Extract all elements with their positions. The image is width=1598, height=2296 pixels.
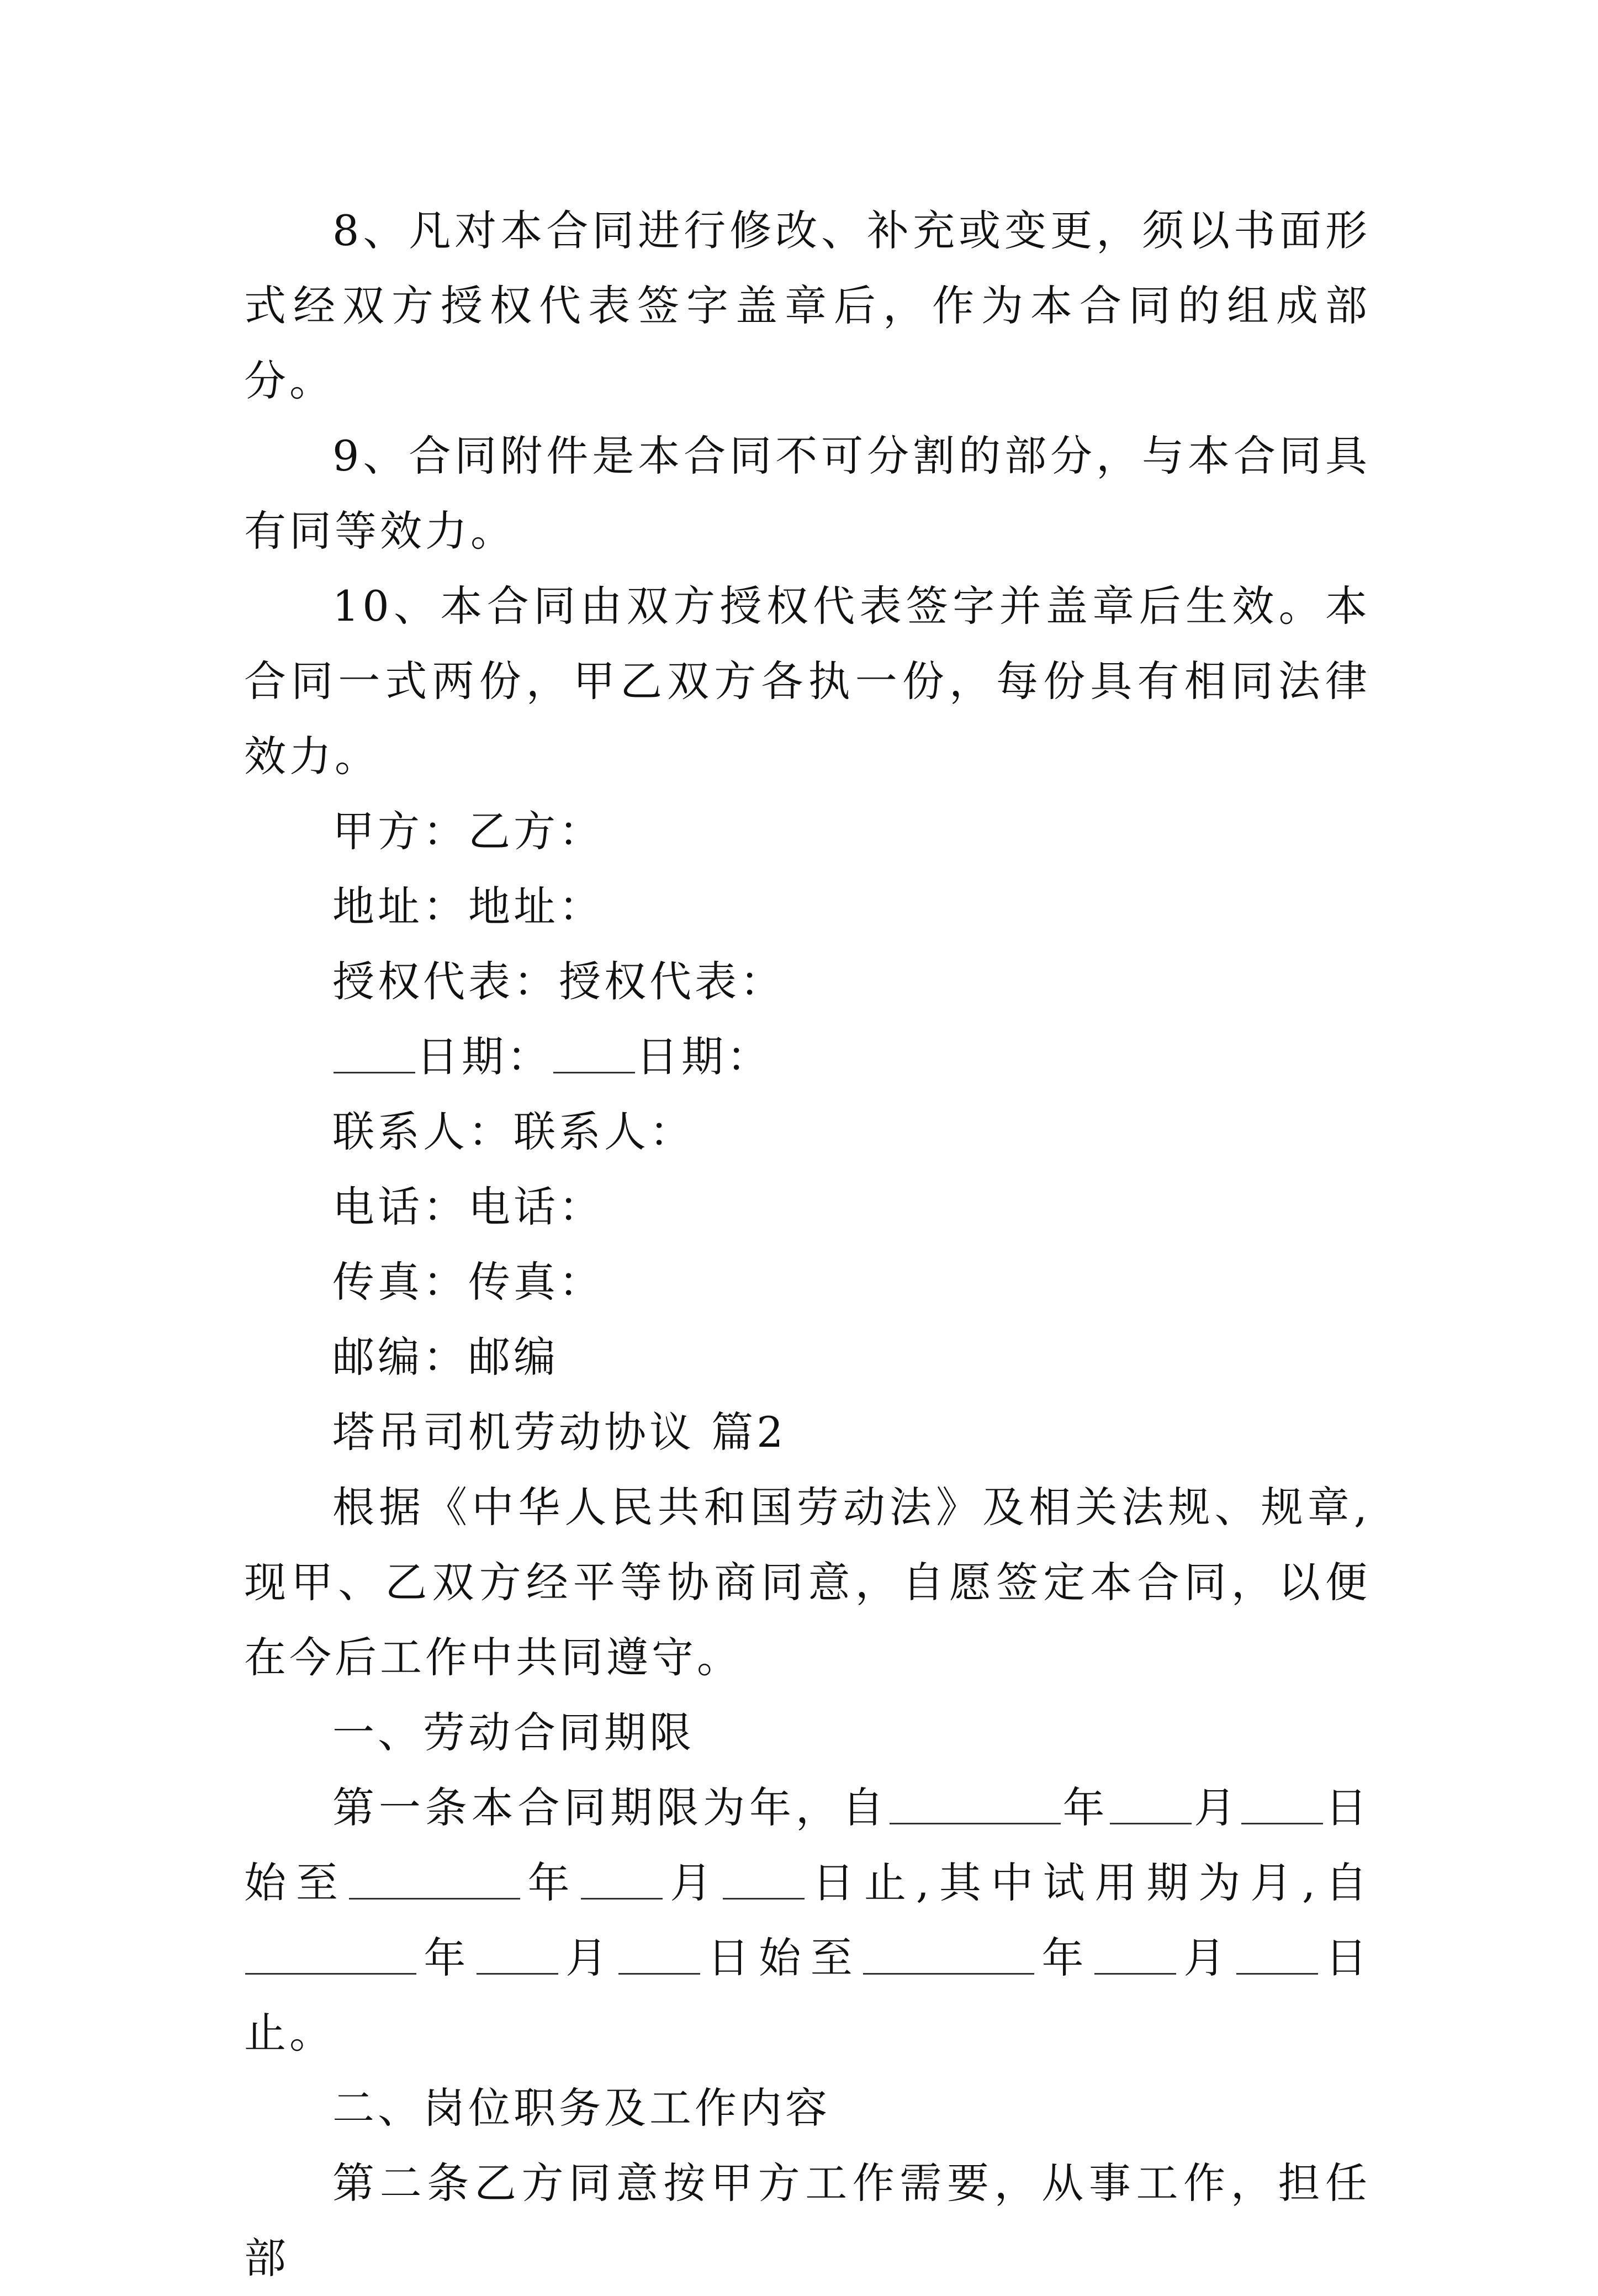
fill-blank (890, 1785, 1061, 1824)
clause-9: 9、合同附件是本合同不可分割的部分，与本合同具有同等效力。 (244, 431, 1371, 556)
heading-term: 一、劳动合同期限 (332, 1708, 695, 1757)
heading-duties: 二、岗位职务及工作内容 (332, 2083, 830, 2133)
fill-blank (618, 1935, 700, 1975)
signature-postcode: 邮编：邮编 (332, 1332, 559, 1382)
article-1: 第一条本合同期限为年，自 年 月 日始至 年 月 日止,其中试用期为月,自年 月 日始至 年 月 日止。 (244, 1783, 1371, 2057)
fill-blank (1110, 1785, 1192, 1824)
fill-blank (245, 1935, 416, 1975)
fill-blank (1236, 1935, 1318, 1975)
signature-representative: 授权代表：授权代表： (332, 957, 785, 1006)
section-intro: 根据《中华人民共和国劳动法》及相关法规、规章,现甲、乙双方经平等协商同意，自愿签定本合同，以便在今后工作中共同遵守。 (244, 1483, 1371, 1682)
date-blank (553, 1034, 635, 1073)
fill-blank (863, 1935, 1034, 1975)
fill-blank (581, 1860, 663, 1900)
signature-fax: 传真：传真： (332, 1257, 604, 1306)
date-label-b: 日期： (636, 1032, 772, 1081)
signature-parties: 甲方：乙方： (332, 807, 604, 856)
signature-phone: 电话：电话： (332, 1182, 604, 1231)
signature-date (244, 1019, 1371, 1094)
article-2: 第二条乙方同意按甲方工作需要，从事工作，担任部 (244, 2159, 1371, 2283)
clause-8: 8、凡对本合同进行修改、补充或变更，须以书面形式经双方授权代表签字盖章后，作为本合同的组成部分。 (244, 206, 1371, 405)
signature-address: 地址：地址： (332, 882, 604, 931)
signature-contact: 联系人：联系人： (332, 1107, 695, 1156)
fill-blank (1241, 1785, 1323, 1824)
fill-blank (349, 1860, 520, 1900)
document-body (244, 193, 1371, 2296)
date-blank (334, 1034, 415, 1073)
date-label-a: 日期： (416, 1032, 552, 1081)
clause-10: 10、本合同由双方授权代表签字并盖章后生效。本合同一式两份，甲乙双方各执一份，每份具有相同法律效力。 (244, 581, 1371, 781)
fill-blank (723, 1860, 805, 1900)
fill-blank (1094, 1935, 1176, 1975)
section-title: 塔吊司机劳动协议 篇2 (332, 1408, 787, 1457)
fill-blank (477, 1935, 558, 1975)
